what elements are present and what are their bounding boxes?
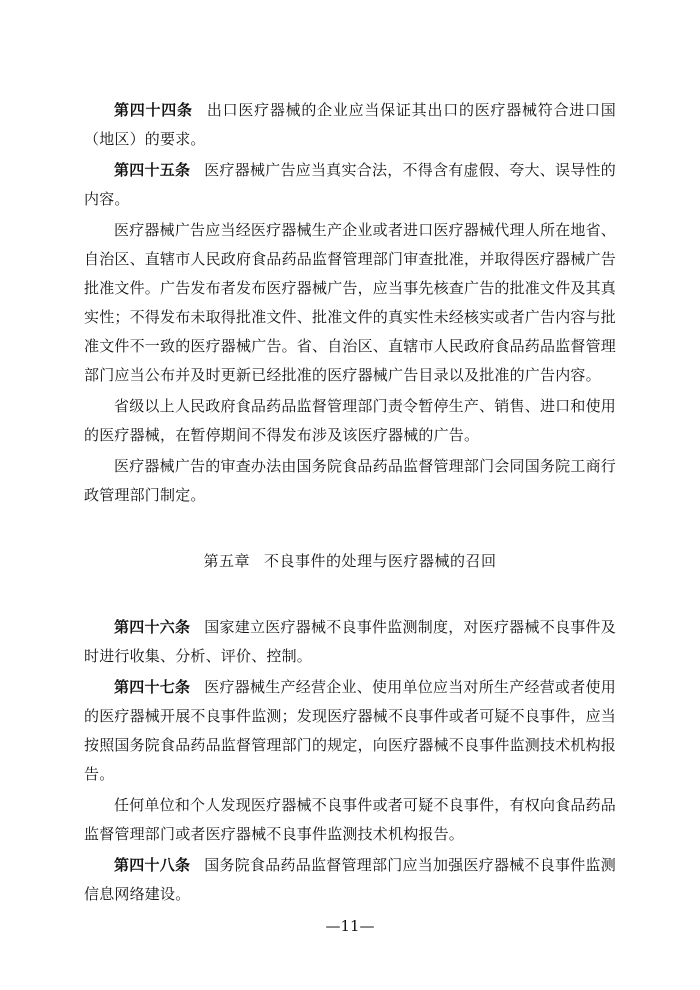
chapter-number: 第五章 [203,552,250,570]
chapter-heading [84,550,616,571]
article-text: 国务院食品药品监督管理部门应当加强医疗器械不良事件监测信息网络建设。 [84,856,616,903]
article-number: 第四十五条 [114,161,191,179]
article-number: 第四十七条 [114,678,191,696]
article-paragraph: 医疗器械广告的审查办法由国务院食品药品监督管理部门会同国务院工商行政管理部门制定。 [84,457,616,504]
article-text: 国家建立医疗器械不良事件监测制度，对医疗器械不良事件及时进行收集、分析、评价、控制。 [84,618,616,665]
article-text: 出口医疗器械的企业应当保证其出口的医疗器械符合进口国（地区）的要求。 [84,101,616,148]
article-number: 第四十四条 [114,101,193,119]
article-paragraph: 省级以上人民政府食品药品监督管理部门责令暂停生产、销售、进口和使用的医疗器械，在暂停期间不得发布涉及该医疗器械的广告。 [84,397,616,444]
page-body [84,96,616,911]
page-number: —11— [325,917,375,935]
article-44 [84,96,616,154]
article-45 [84,156,616,214]
article-text: 医疗器械生产经营企业、使用单位应当对所生产经营或者使用的医疗器械开展不良事件监测；发现医疗器械不良事件或者可疑不良事件，应当按照国务院食品药品监督管理部门的规定，向医疗器械不良事件监测技术机构报告。 [84,678,617,783]
article-text: 医疗器械广告应当真实合法，不得含有虚假、夸大、误导性的内容。 [84,161,616,208]
article-paragraph: 任何单位和个人发现医疗器械不良事件或者可疑不良事件，有权向食品药品监督管理部门或者医疗器械不良事件监测技术机构报告。 [84,796,616,843]
article-number: 第四十八条 [114,856,191,874]
article-number: 第四十六条 [114,618,191,636]
article-48 [84,851,616,909]
chapter-title: 不良事件的处理与医疗器械的召回 [264,552,497,570]
article-47 [84,673,616,789]
article-46 [84,613,616,671]
article-paragraph: 医疗器械广告应当经医疗器械生产企业或者进口医疗器械代理人所在地省、自治区、直辖市人民政府食品药品监督管理部门审查批准，并取得医疗器械广告批准文件。广告发布者发布医疗器械广告，应当事先核查广告的批准文件及其真实性；不得发布未取得批准文件、批准文件的真实性未经核实或者广告内容与批准文件不一致的医疗器械广告。省、自治区、直辖市人民政府食品药品监督管理部门应当公布并及时更新已经批准的医疗器械广告目录以及批准的广告内容。 [84,221,617,384]
